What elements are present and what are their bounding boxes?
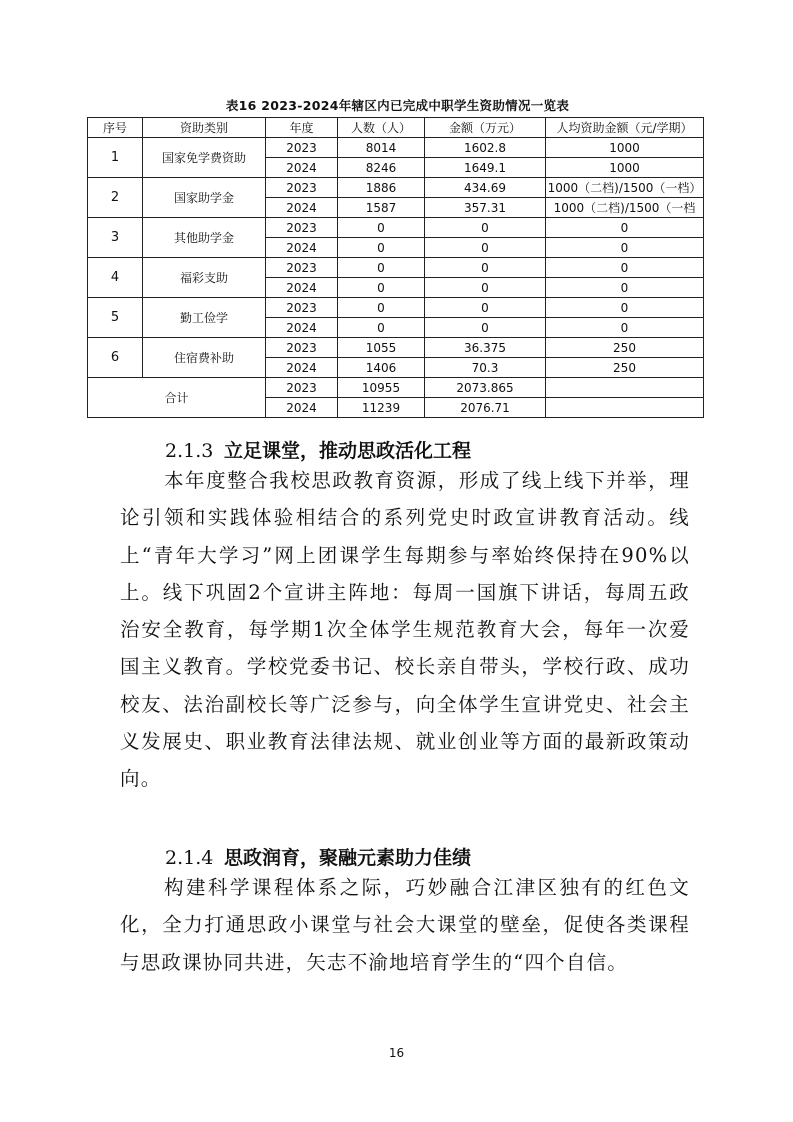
count-cell: 1406 [338, 358, 425, 378]
per-capita-cell [546, 398, 704, 418]
amount-cell: 0 [425, 238, 546, 258]
year-cell: 2023 [266, 378, 338, 398]
section-heading-2-1-3 [165, 436, 471, 463]
per-capita-cell: 0 [546, 298, 704, 318]
count-cell: 1587 [338, 198, 425, 218]
section-title: 立足课堂，推动思政活化工程 [223, 440, 471, 462]
header-cell: 人数（人） [338, 118, 425, 138]
row-category: 住宿费补助 [143, 338, 266, 378]
year-cell: 2024 [266, 358, 338, 378]
section-number: 2.1.4 [165, 847, 214, 869]
table-row [88, 218, 704, 238]
amount-cell: 0 [425, 278, 546, 298]
table-row [88, 338, 704, 358]
per-capita-cell: 1000 [546, 158, 704, 178]
count-cell: 10955 [338, 378, 425, 398]
header-cell: 序号 [88, 118, 143, 138]
count-cell: 0 [338, 298, 425, 318]
amount-cell: 0 [425, 318, 546, 338]
header-cell: 资助类别 [143, 118, 266, 138]
row-category: 勤工俭学 [143, 298, 266, 338]
row-number: 1 [88, 138, 143, 178]
page-number: 16 [388, 1046, 405, 1060]
table-caption: 表16 2023-2024年辖区内已完成中职学生资助情况一览表 [225, 98, 570, 113]
total-row [88, 378, 704, 398]
per-capita-cell: 1000（二档)/1500（一档） [546, 178, 704, 198]
per-capita-cell: 1000 [546, 138, 704, 158]
header-cell: 人均资助金额（元/学期） [546, 118, 704, 138]
count-cell: 11239 [338, 398, 425, 418]
count-cell: 8246 [338, 158, 425, 178]
row-category: 国家免学费资助 [143, 138, 266, 178]
year-cell: 2023 [266, 218, 338, 238]
per-capita-cell: 250 [546, 338, 704, 358]
per-capita-cell: 250 [546, 358, 704, 378]
per-capita-cell: 0 [546, 278, 704, 298]
header-cell: 金额（万元） [425, 118, 546, 138]
count-cell: 8014 [338, 138, 425, 158]
year-cell: 2024 [266, 198, 338, 218]
table-row [88, 258, 704, 278]
row-category: 其他助学金 [143, 218, 266, 258]
year-cell: 2024 [266, 158, 338, 178]
year-cell: 2023 [266, 138, 338, 158]
per-capita-cell: 0 [546, 258, 704, 278]
section-2-1-3-body: 本年度整合我校思政教育资源，形成了线上线下并举，理论引领和实践体验相结合的系列党史时政宣讲教育活动。线上“青年大学习”网上团课学生每期参与率始终保持在90%以上。线下巩固2个宣讲主阵地：每周一国旗下讲话，每周五政治安全教育，每学期1次全体学生规范教育大会，每年一次爱国主义教育。学校党委书记、校长亲自带头，学校行政、成功校友、法治副校长等广泛参与，向全体学生宣讲党史、社会主义发展史、职业教育法律法规、就业创业等方面的最新政策动向。 [120, 469, 690, 791]
total-label: 合计 [88, 378, 266, 418]
year-cell: 2024 [266, 278, 338, 298]
amount-cell: 1649.1 [425, 158, 546, 178]
count-cell: 0 [338, 318, 425, 338]
amount-cell: 1602.8 [425, 138, 546, 158]
amount-cell: 357.31 [425, 198, 546, 218]
section-heading-2-1-4 [165, 843, 471, 870]
table-row [88, 138, 704, 158]
amount-cell: 0 [425, 298, 546, 318]
amount-cell: 0 [425, 258, 546, 278]
per-capita-cell: 0 [546, 318, 704, 338]
amount-cell: 434.69 [425, 178, 546, 198]
year-cell: 2023 [266, 298, 338, 318]
per-capita-cell: 0 [546, 218, 704, 238]
section-title: 思政润育，聚融元素助力佳绩 [223, 847, 471, 869]
year-cell: 2024 [266, 398, 338, 418]
amount-cell: 0 [425, 218, 546, 238]
amount-cell: 2076.71 [425, 398, 546, 418]
year-cell: 2023 [266, 338, 338, 358]
year-cell: 2024 [266, 318, 338, 338]
header-cell: 年度 [266, 118, 338, 138]
table-row [88, 298, 704, 318]
row-category: 福彩支助 [143, 258, 266, 298]
amount-cell: 36.375 [425, 338, 546, 358]
amount-cell: 70.3 [425, 358, 546, 378]
year-cell: 2024 [266, 238, 338, 258]
per-capita-cell [546, 378, 704, 398]
row-number: 2 [88, 178, 143, 218]
count-cell: 1886 [338, 178, 425, 198]
section-number: 2.1.3 [165, 440, 214, 462]
table-row [88, 178, 704, 198]
section-2-1-4-body: 构建科学课程体系之际，巧妙融合江津区独有的红色文化，全力打通思政小课堂与社会大课堂的壁垒，促使各类课程与思政课协同共进，矢志不渝地培育学生的“四个自信。 [120, 876, 690, 974]
year-cell: 2023 [266, 258, 338, 278]
row-category: 国家助学金 [143, 178, 266, 218]
funding-table [87, 117, 704, 418]
count-cell: 0 [338, 278, 425, 298]
amount-cell: 2073.865 [425, 378, 546, 398]
count-cell: 0 [338, 258, 425, 278]
row-number: 6 [88, 338, 143, 378]
row-number: 5 [88, 298, 143, 338]
per-capita-cell: 1000（二档)/1500（一档 [546, 198, 704, 218]
per-capita-cell: 0 [546, 238, 704, 258]
count-cell: 1055 [338, 338, 425, 358]
row-number: 3 [88, 218, 143, 258]
row-number: 4 [88, 258, 143, 298]
count-cell: 0 [338, 238, 425, 258]
table-header-row [88, 118, 704, 138]
count-cell: 0 [338, 218, 425, 238]
year-cell: 2023 [266, 178, 338, 198]
